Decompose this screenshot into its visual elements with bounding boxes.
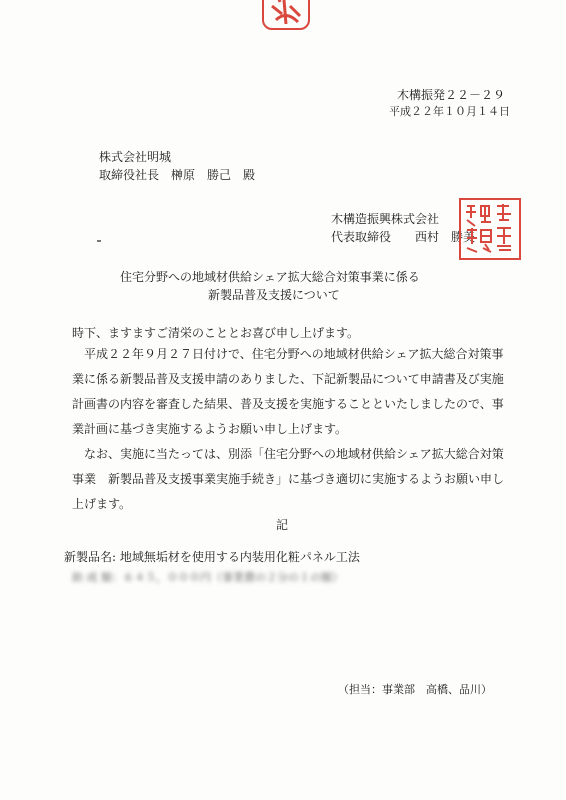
product-name: 新製品名: 地域無垢材を使用する内装用化粧パネル工法	[64, 550, 360, 564]
sender-name: 代表取締役 西村 勝美	[331, 230, 476, 244]
addressee-company: 株式会社明城	[99, 150, 172, 164]
sender-company: 木構造振興株式会社	[331, 212, 440, 226]
subject-line-2: 新製品普及支援について	[208, 288, 340, 302]
addressee-name: 取締役社長 榊原 勝己 殿	[99, 168, 256, 182]
contact-person: （担当：事業部 高橋、品川）	[338, 683, 492, 696]
received-stamp	[262, 0, 310, 30]
body-paragraph-2: なお、実施に当たっては、別添「住宅分野への地域材供給シェア拡大総合対策事業 新製品普及支援事業実施手続き」に基づき適切に実施するようお願い申し上げます。	[72, 447, 505, 511]
body-paragraph-1: 平成２２年９月２７日付けで、住宅分野への地域材供給シェア拡大総合対策事業に係る新製品普及支援申請のありました、下記新製品について申請書及び実施計画書の内容を審査した結果、普及支援を実施することといたしましたので、事業計画に基づき実施するようお願い申し上げます。	[72, 347, 504, 436]
document-number: 木構振発２２－２９	[397, 88, 506, 102]
subject-line-1: 住宅分野への地域材供給シェア拡大総合対策事業に係る	[120, 270, 420, 284]
company-seal	[459, 198, 521, 260]
record-heading: 記	[276, 518, 289, 532]
scan-mark	[97, 240, 101, 242]
redacted-grant-amount: 助 成 額：６４５，０００円（事業費の２分の１の額）	[72, 571, 343, 584]
greeting-text: 時下、ますますご清栄のこととお喜び申し上げます。	[72, 326, 360, 340]
document-date: 平成２２年１０月１４日	[389, 105, 510, 118]
